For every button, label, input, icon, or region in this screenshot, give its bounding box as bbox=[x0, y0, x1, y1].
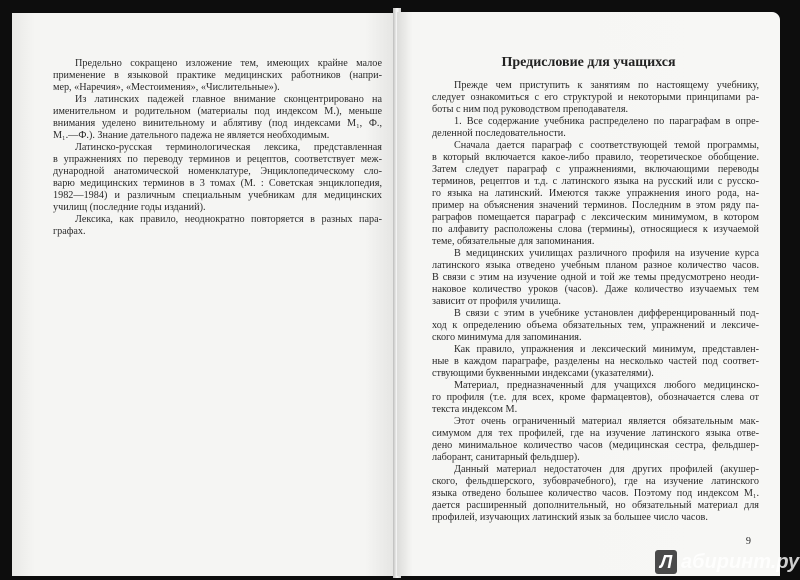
text-line: ход к определению объема обязательных тем, упражнений и лексиче- bbox=[432, 320, 759, 331]
text-line: ского минимума для запоминания. bbox=[432, 332, 582, 343]
left-page bbox=[12, 13, 396, 576]
text-line: В медицинских училищах различного профиля на изучение курса bbox=[454, 248, 759, 259]
section-title: Предисловие для учащихся bbox=[501, 55, 676, 70]
text-line: Затем следует параграф с упражнениями, включающими переводы bbox=[432, 164, 759, 175]
text-line: 1. Все содержание учебника распределено по параграфам в опре- bbox=[454, 116, 759, 127]
paragraph bbox=[432, 416, 759, 464]
text-line: Из латинских падежей главное внимание сконцентрировано на bbox=[75, 94, 382, 105]
text-line: Как правило, упражнения и лексический минимум, представлен- bbox=[454, 344, 759, 355]
text-line: Материал, предназначенный для учащихся любого медицинско- bbox=[454, 380, 759, 391]
text-line: теме, обязательные для запоминания. bbox=[432, 236, 595, 247]
text-line: Сначала дается параграф с соответствующей темой программы, bbox=[454, 140, 759, 151]
text-line: языка отведено большее количество часов. Поэтому под индексом М₁. bbox=[432, 488, 759, 499]
text-line: зависит от профиля училища. bbox=[432, 296, 561, 307]
text-line: внимания уделено винительному и аблятиву (под индексами М₁, Ф., bbox=[53, 118, 382, 129]
paragraph bbox=[53, 214, 382, 238]
text-line: текста индексом М. bbox=[432, 404, 518, 415]
text-line: ствующими буквенными индексами (указателями). bbox=[432, 368, 654, 379]
text-line: деленной последовательности. bbox=[432, 128, 566, 139]
text-line: раграфов помещается параграф с лексическим минимумом, в котором bbox=[432, 212, 759, 223]
text-line: ные в каждом параграфе, разделены на несколько частей под соответ- bbox=[432, 356, 759, 367]
paragraph bbox=[432, 80, 759, 116]
paragraph bbox=[432, 248, 759, 308]
left-page-text bbox=[53, 58, 382, 238]
right-page-text bbox=[432, 80, 759, 524]
text-line: варю медицинских терминов в 3 томах (М. : Советская энциклопедия, bbox=[53, 178, 382, 189]
text-line: наковое количество уроков (часов). Даже количество изучаемых тем bbox=[432, 284, 759, 295]
paragraph bbox=[53, 58, 382, 94]
paragraph bbox=[432, 308, 759, 344]
page-number: 9 bbox=[745, 536, 751, 547]
paragraph bbox=[432, 116, 759, 140]
text-line: го языка на латинский. Имеются также упражнения иного рода, на- bbox=[432, 188, 759, 199]
right-page bbox=[397, 12, 780, 576]
text-line: графах. bbox=[53, 226, 86, 237]
paragraph bbox=[432, 344, 759, 380]
text-line: училищ (последние годы изданий). bbox=[53, 202, 206, 213]
paragraph bbox=[432, 380, 759, 416]
text-line: применение в языковой практике медицинских работников (напри- bbox=[53, 70, 382, 81]
text-line: следует ознакомиться с его структурой и некоторыми принципами ра- bbox=[432, 92, 759, 103]
paragraph bbox=[53, 142, 382, 214]
text-line: именительном и родительном (материалы под индексом М.), меньше bbox=[53, 106, 382, 117]
text-line: дается расширенный дополнительный, но обязательный материал для bbox=[432, 500, 759, 511]
text-line: ского, фельдшерского, зубоврачебного), где на изучение латинского bbox=[432, 476, 759, 487]
text-line: боты с ним под руководством преподавателя. bbox=[432, 104, 629, 115]
text-line: Этот очень ограниченный материал является обязательным мак- bbox=[454, 416, 759, 427]
text-line: го профиля (т.е. для всех, кроме фармацевтов), обозначается слева от bbox=[432, 392, 759, 403]
text-line: профилей, изучающих латинский язык за большее число часов. bbox=[432, 512, 708, 523]
paragraph bbox=[53, 94, 382, 142]
paragraph bbox=[432, 140, 759, 248]
text-line: Данный материал недостаточен для других профилей (акушер- bbox=[454, 464, 759, 475]
text-line: В связи с этим на изучение одной и той же темы предусмотрено неоди- bbox=[432, 272, 759, 283]
watermark-logo bbox=[655, 550, 800, 576]
text-line: в упражнениях по переводу терминов и рецептов, соответствует меж- bbox=[53, 154, 382, 165]
text-line: В связи с этим в учебнике установлен дифференцированный под- bbox=[454, 308, 759, 319]
text-line: Прежде чем приступить к занятиям по настоящему учебнику, bbox=[454, 80, 759, 91]
text-line: пример на объяснения значений терминов. Последним в этом ряду па- bbox=[432, 200, 759, 211]
text-line: Лексика, как правило, неоднократно повторяется в разных пара- bbox=[75, 214, 382, 225]
text-line: по алфавиту расположены слова (термины), относящиеся к изучаемой bbox=[432, 224, 759, 235]
text-line: латинского языка отведено учебным планом разное количество часов. bbox=[432, 260, 759, 271]
text-line: М₁.—Ф.). Знание дательного падежа не является необходимым. bbox=[53, 130, 330, 141]
text-line: Латинско-русская терминологическая лексика, представленная bbox=[75, 142, 382, 153]
text-line: мер, «Наречия», «Местоимения», «Числительные»). bbox=[53, 82, 280, 93]
text-line: лаборант, санитарный фельдшер). bbox=[432, 452, 580, 463]
text-line: 1982—1984) и различным специальным учебникам для медицинских bbox=[53, 190, 382, 201]
text-line: дено минимальное количество часов (медицинская сестра, фельдшер- bbox=[432, 440, 759, 451]
text-line: симумом для тех профилей, где на изучение латинского языка отве- bbox=[432, 428, 759, 439]
watermark-text: абиринт.ру bbox=[681, 551, 800, 573]
text-line: дународной анатомической номенклатуре, Энциклопедическому сло- bbox=[53, 166, 382, 177]
text-line: в который включается какое-либо правило, теоретическое обобщение. bbox=[432, 152, 759, 163]
text-line: Предельно сокращено изложение тем, имеющих крайне малое bbox=[75, 58, 382, 69]
watermark-badge: Л bbox=[655, 550, 677, 574]
paragraph bbox=[432, 464, 759, 524]
text-line: терминов, рецептов и т.д. с латинского языка на русский или с русско- bbox=[432, 176, 759, 187]
